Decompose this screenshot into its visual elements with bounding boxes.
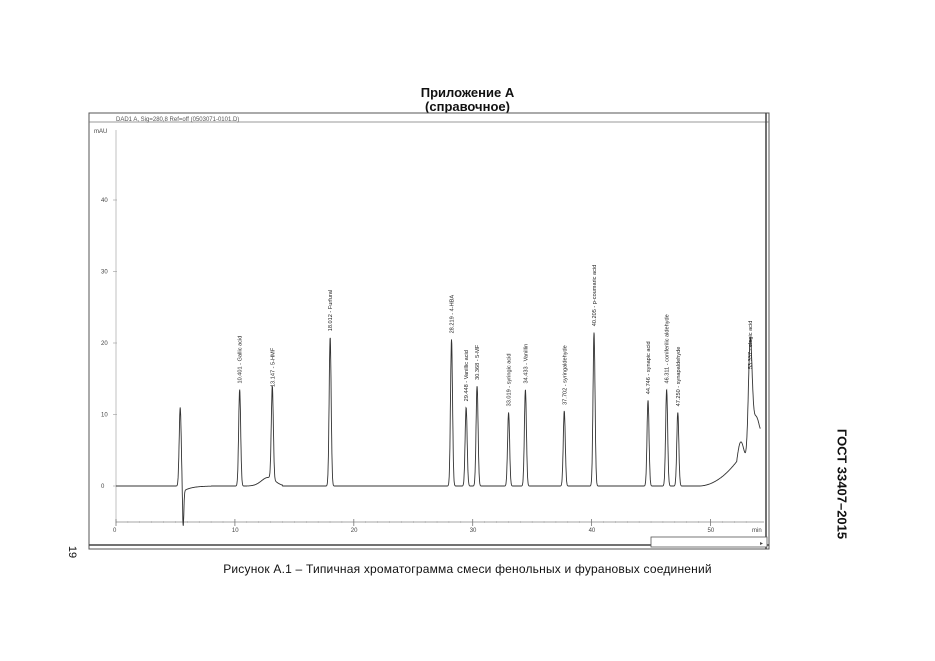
standard-number: ГОСТ 33407–2015 [834, 428, 850, 540]
chromatogram-trace [116, 333, 760, 526]
peak-label-5: 30.368 - 5-MF [475, 344, 482, 380]
peak-label-8: 37.702 - syringaldehyde [562, 345, 569, 405]
peak-label-9: 40.205 - p-coumaric acid [592, 264, 599, 327]
x-tick-label: 40 [588, 528, 596, 534]
x-ticks [113, 519, 746, 534]
x-tick-label: 50 [707, 528, 715, 534]
y-axis-label: mAU [94, 129, 108, 135]
x-tick-label: 0 [113, 528, 117, 534]
x-tick-label: 10 [231, 528, 239, 534]
signal-title: DAD1 A, Sig=280,8 Ref=off (0503071-0101.D) [116, 117, 240, 123]
peak-label-12: 47.250 - synapaldehyde [675, 346, 682, 407]
y-tick-label: 20 [101, 341, 108, 347]
scroll-box[interactable] [651, 537, 767, 547]
peak-label-7: 34.433 - Vanillin [523, 343, 530, 384]
peak-label-13: 53.337 - elagic acid [748, 320, 755, 370]
y-tick-label: 40 [101, 198, 108, 204]
y-ticks [101, 198, 117, 490]
x-axis-label: min [752, 528, 762, 534]
appendix-note: (справочное) [425, 99, 510, 114]
peak-label-2: 18.012 - Furfural [328, 289, 335, 332]
peak-label-11: 46.311 - coniferilic aldehyde [664, 314, 671, 384]
page-number: 19 [66, 545, 78, 559]
y-tick-label: 30 [101, 269, 108, 276]
peak-label-3: 28.219 - 4-HBA [449, 294, 456, 334]
peak-labels [238, 265, 755, 407]
x-tick-label: 20 [350, 528, 358, 534]
y-tick-label: 10 [101, 412, 108, 419]
peak-label-10: 44.746 - synapic acid [646, 341, 653, 395]
figure-caption: Рисунок А.1 – Типичная хроматограмма смеси фенольных и фурановых соединений [223, 562, 712, 576]
peak-label-0: 10.401 - Gallic acid [237, 335, 244, 384]
x-tick-label: 30 [469, 528, 477, 534]
appendix-title: Приложение А [420, 85, 515, 100]
peak-label-6: 33.019 - syringic acid [506, 353, 513, 407]
scroll-marker: ▸ [760, 541, 764, 547]
y-tick-label: 0 [101, 484, 105, 490]
peak-label-1: 13.147 - 5-HMF [270, 347, 277, 388]
peak-label-4: 29.448 - Vanillic acid [464, 350, 471, 402]
